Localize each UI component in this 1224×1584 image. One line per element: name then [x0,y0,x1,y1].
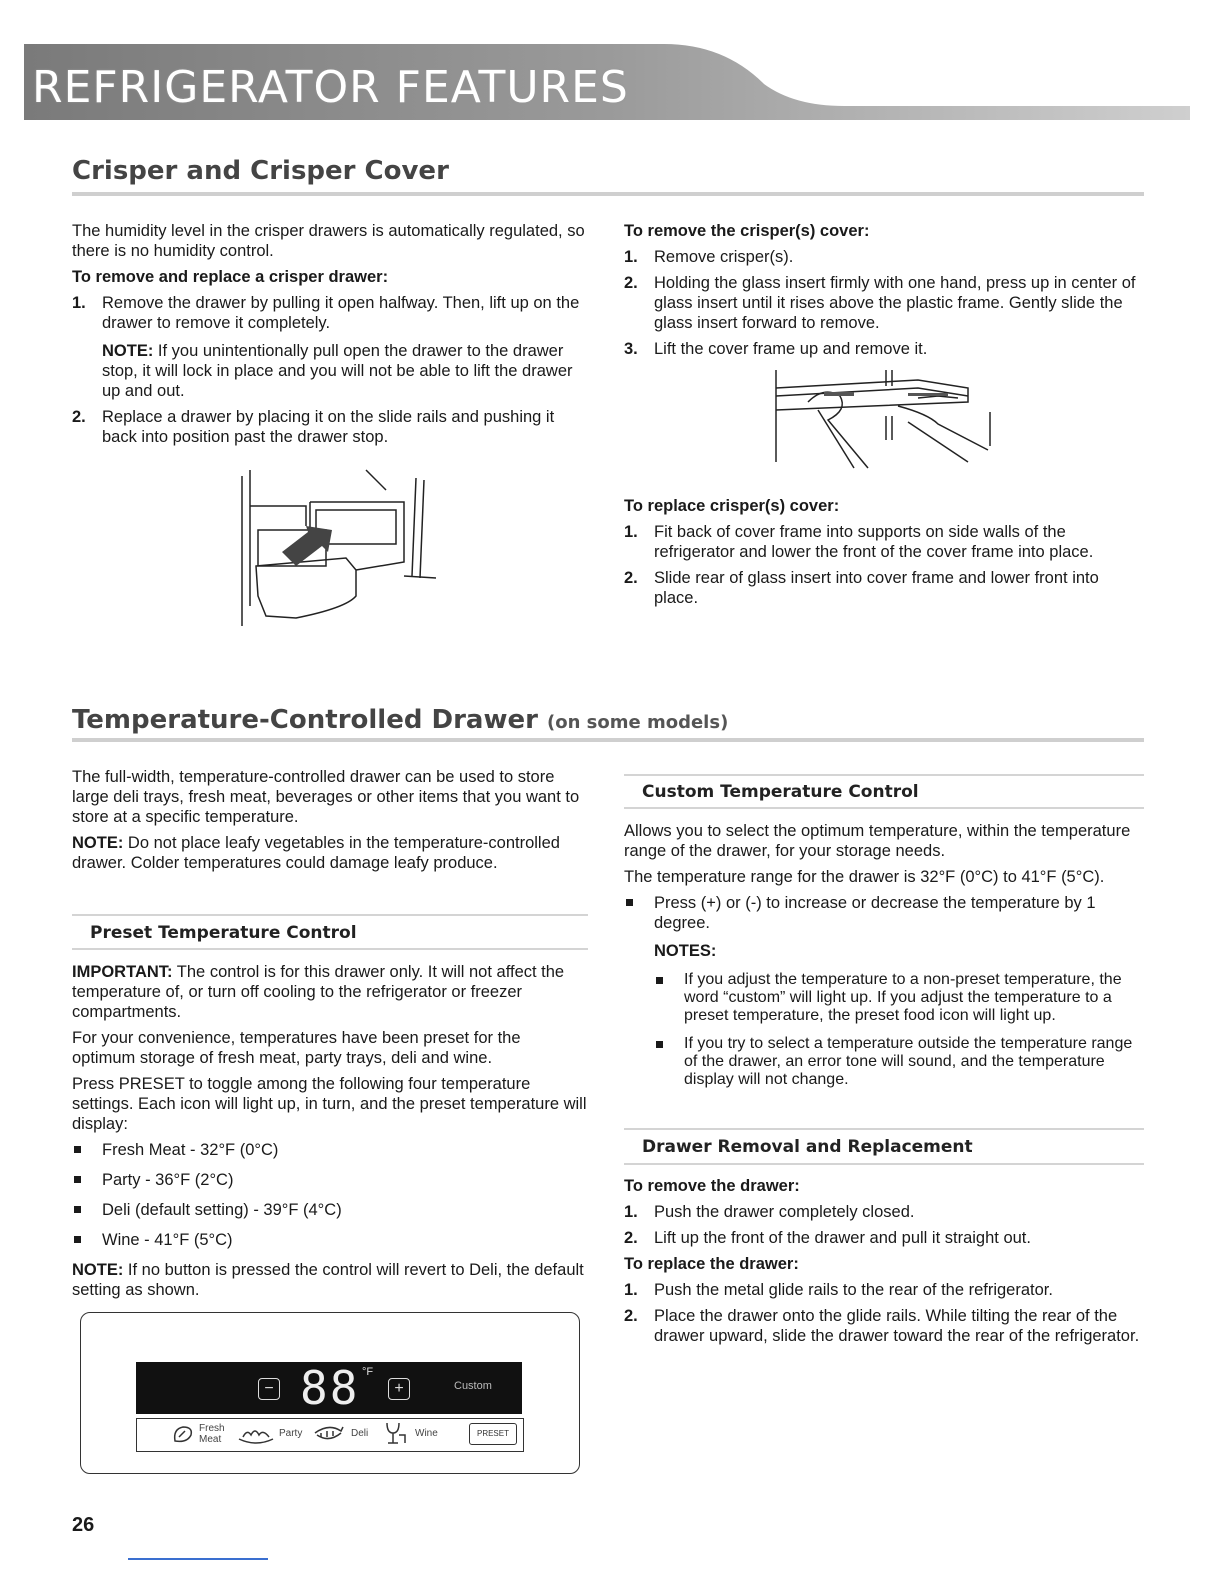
remove-cover-step-2 [624,273,1144,333]
remove-drawer-step-1 [624,1202,1144,1222]
crisper-note [102,341,588,401]
removal-heading-rule-bottom [624,1163,1144,1165]
step-text: Remove crisper(s). [654,248,794,266]
wine-icon [383,1421,411,1447]
meat-label: Meat [199,1434,222,1445]
custom-heading-rule-bottom [624,807,1144,809]
step-text: Holding the glass insert firmly with one hand, press up in center of glass insert until it rises above the plastic frame. Gently slide the glass insert forward to remove. [654,274,1136,332]
footer-link-line [128,1558,268,1560]
section-banner [24,44,1190,120]
step-number: 1. [624,1281,638,1299]
step-text: Lift the cover frame up and remove it. [654,340,928,358]
custom-note-1: If you adjust the temperature to a non-preset temperature, the word “custom” will light up. If you adjust the temperature to a preset temperature, the preset food icon will light up. [654,971,1144,1025]
preset-important [72,962,588,1022]
unit-indicator: °F [362,1366,374,1378]
custom-heading: Custom Temperature Control [642,782,919,802]
remove-drawer-step-2 [624,1228,1144,1248]
minus-button[interactable]: − [258,1378,280,1400]
step-text: Place the drawer onto the glide rails. While tilting the rear of the drawer upward, slide the drawer toward the rear of the refrigerator. [654,1307,1140,1345]
note-label: NOTE: [72,1261,124,1279]
temp-drawer-intro: The full-width, temperature-controlled drawer can be used to store large deli trays, fresh meat, beverages or other items that you want to store at a specific temperature. [72,768,580,826]
step-number: 2. [72,408,86,426]
step-number: 1. [624,248,638,266]
crisper-cover-illustration [768,366,1008,472]
crisper-intro: The humidity level in the crisper drawers is automatically regulated, so there is no humidity control. [72,222,585,260]
plus-button[interactable]: + [388,1378,410,1400]
preset-heading-rule-top [72,914,588,916]
remove-drawer-heading: To remove the drawer: [624,1177,800,1195]
preset-item-fresh-meat: Fresh Meat - 32°F (0°C) [72,1140,588,1160]
note-label: NOTE: [72,834,124,852]
control-panel-display [136,1362,522,1414]
preset-item-wine: Wine - 41°F (5°C) [72,1230,588,1250]
preset-heading: Preset Temperature Control [90,923,357,943]
page-number: 26 [72,1514,95,1536]
custom-column [624,821,1144,1099]
preset-heading-rule-bottom [72,948,588,950]
preset-item-deli: Deli (default setting) - 39°F (4°C) [72,1200,588,1220]
banner-title: REFRIGERATOR FEATURES [32,62,629,113]
step-number: 2. [624,1307,638,1325]
replace-drawer-heading: To replace the drawer: [624,1255,799,1273]
custom-p2: The temperature range for the drawer is 32°F (0°C) to 41°F (5°C). [624,868,1105,886]
step-number: 1. [624,523,638,541]
preset-icon-strip [136,1418,524,1452]
crisper-drawer-illustration [236,466,436,628]
step-text: Lift up the front of the drawer and pull it straight out. [654,1229,1031,1247]
remove-cover-step-3 [624,339,1144,359]
step-text: Remove the drawer by pulling it open halfway. Then, lift up on the drawer to remove it completely. [102,294,580,332]
important-label: IMPORTANT: [72,963,173,981]
preset-button[interactable]: PRESET [469,1423,517,1445]
preset-item-party: Party - 36°F (2°C) [72,1170,588,1190]
custom-heading-rule-top [624,774,1144,776]
step-number: 1. [624,1203,638,1221]
remove-replace-crisper-heading: To remove and replace a crisper drawer: [72,268,389,286]
crisper-right-column [624,221,1144,365]
wine-label: Wine [415,1428,438,1439]
step-number: 1. [72,294,86,312]
removal-column [624,1176,1144,1352]
step-text: Push the drawer completely closed. [654,1203,915,1221]
custom-bullet-text: Press (+) or (-) to increase or decrease the temperature by 1 degree. [654,894,1096,932]
temp-drawer-heading-text: Temperature-Controlled Drawer [72,705,538,735]
custom-note-2: If you try to select a temperature outside the temperature range of the drawer, an error tone will sound, and the temperature display will not change. [654,1035,1144,1089]
crisper-steps [72,293,588,447]
crisper-left-column [72,221,588,453]
replace-cover-heading: To replace crisper(s) cover: [624,497,840,515]
preset-note [72,1260,588,1300]
preset-p2: Press PRESET to toggle among the following four temperature settings. Each icon will light up, in turn, and the preset temperature will display: [72,1075,587,1133]
temp-drawer-note [72,833,588,873]
temp-drawer-heading [72,705,728,735]
note-text: If no button is pressed the control will revert to Deli, the default setting as shown. [72,1261,584,1299]
deli-icon [313,1423,345,1445]
temp-drawer-left-column [72,767,588,879]
custom-p1: Allows you to select the optimum temperature, within the temperature range of the drawer, for your storage needs. [624,822,1131,860]
fresh-label: Fresh [199,1423,225,1434]
replace-cover-step-1 [624,522,1144,562]
deli-label: Deli [351,1428,369,1439]
replace-cover-steps [624,522,1144,608]
custom-bullet [624,893,1144,1089]
step-text: Replace a drawer by placing it on the slide rails and pushing it back into position past the drawer stop. [102,408,555,446]
party-label: Party [279,1428,303,1439]
temp-drawer-heading-rule [72,738,1144,742]
crisper-step-1 [72,293,588,401]
custom-bullets [624,893,1144,1089]
note-text: Do not place leafy vegetables in the temperature-controlled drawer. Colder temperatures could damage leafy produce. [72,834,560,872]
replace-drawer-step-2 [624,1306,1144,1346]
step-number: 2. [624,569,638,587]
party-tray-icon [237,1423,275,1445]
custom-indicator: Custom [454,1380,492,1392]
replace-cover-step-2 [624,568,1144,608]
step-text: Slide rear of glass insert into cover frame and lower front into place. [654,569,1099,607]
step-text: Fit back of cover frame into supports on side walls of the refrigerator and lower the front of the cover frame into place. [654,523,1094,561]
remove-drawer-steps [624,1202,1144,1248]
note-text: If you unintentionally pull open the drawer to the drawer stop, it will lock in place and you will not be able to lift the drawer up and out. [102,342,573,400]
note-label: NOTE: [102,342,154,360]
crisper-heading-rule [72,192,1144,196]
replace-cover-section [624,496,1144,614]
replace-drawer-steps [624,1280,1144,1346]
fresh-meat-icon [171,1423,195,1445]
remove-cover-steps [624,247,1144,359]
removal-heading: Drawer Removal and Replacement [642,1137,973,1157]
temp-drawer-heading-suffix: (on some models) [546,712,729,733]
temperature-display: 88 [300,1361,360,1415]
removal-heading-rule-top [624,1128,1144,1130]
step-number: 3. [624,340,638,358]
remove-cover-heading: To remove the crisper(s) cover: [624,222,870,240]
step-number: 2. [624,1229,638,1247]
crisper-step-2 [72,407,588,447]
remove-cover-step-1 [624,247,1144,267]
notes-label: NOTES: [654,942,717,960]
important-text: The control is for this drawer only. It will not affect the temperature of, or turn off cooling to the refrigerator or freezer compartments. [72,963,565,1021]
step-text: Push the metal glide rails to the rear of the refrigerator. [654,1281,1053,1299]
preset-list [72,1140,588,1250]
crisper-heading: Crisper and Crisper Cover [72,156,449,186]
step-number: 2. [624,274,638,292]
preset-column [72,962,588,1306]
preset-p1: For your convenience, temperatures have been preset for the optimum storage of fresh meat, party trays, deli and wine. [72,1029,521,1067]
replace-drawer-step-1 [624,1280,1144,1300]
custom-notes [654,971,1144,1089]
